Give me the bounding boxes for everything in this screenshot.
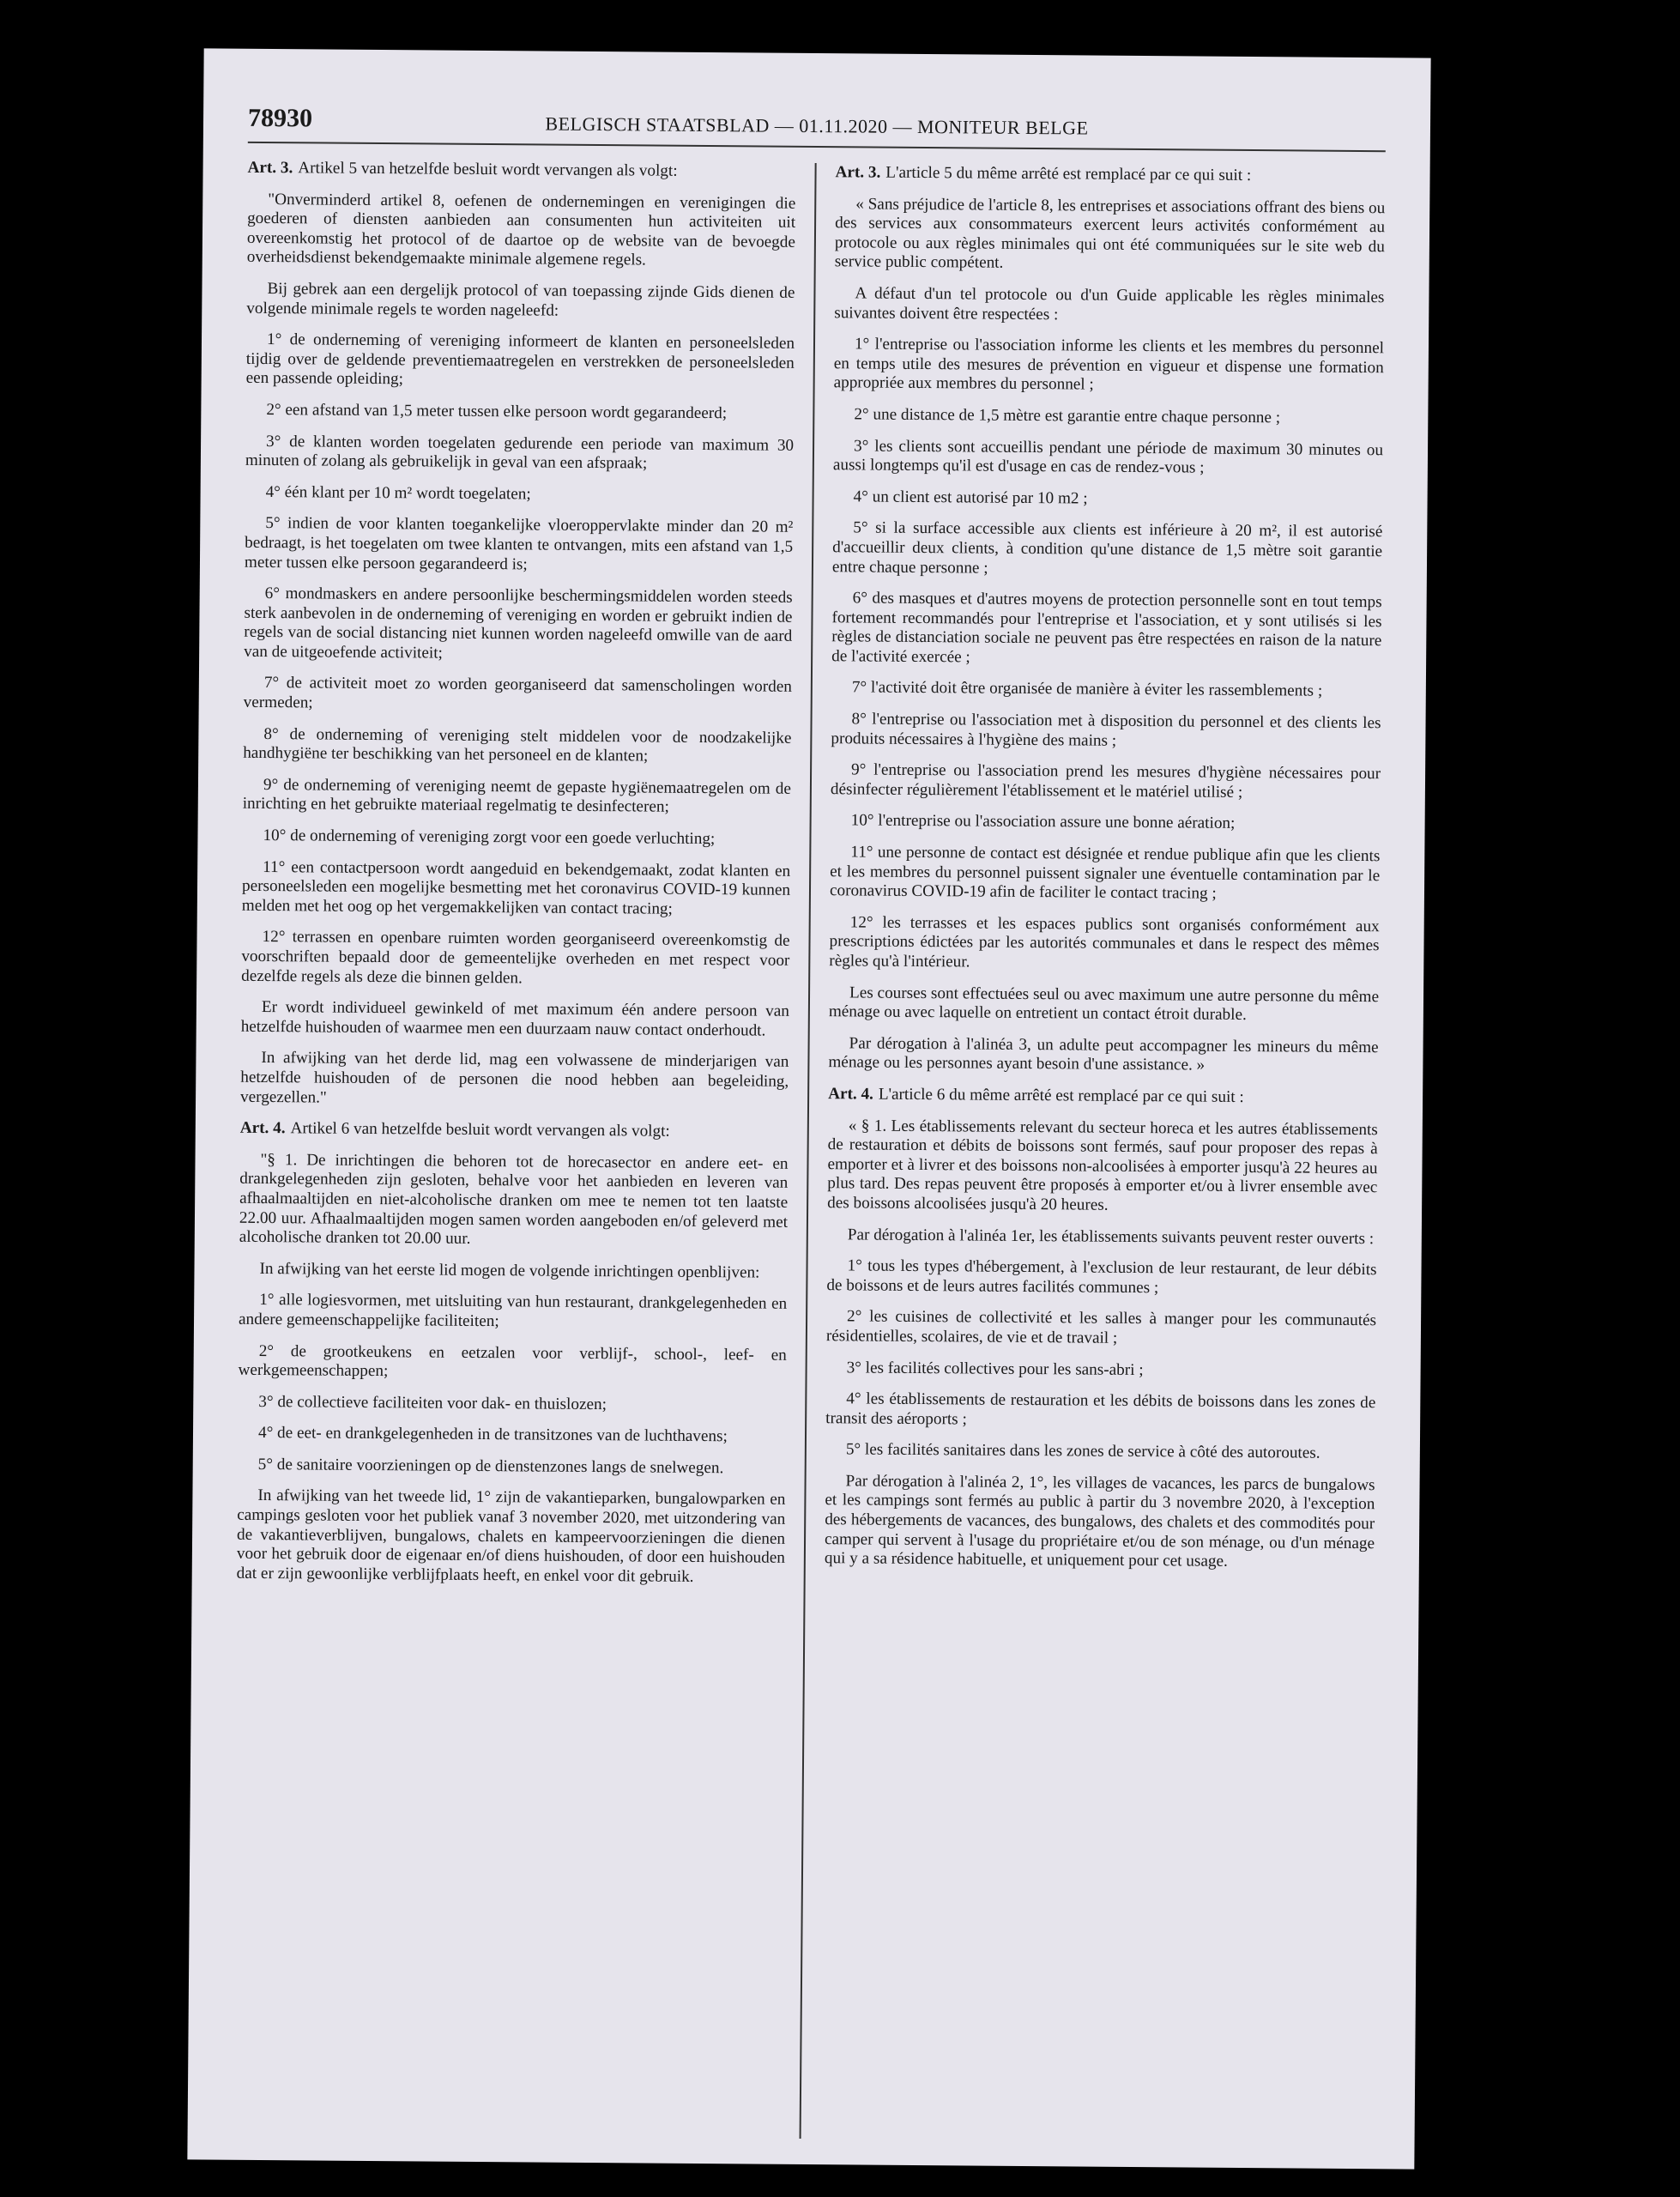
french-paragraph: 4° un client est autorisé par 10 m2 ; bbox=[853, 487, 1088, 508]
french-paragraph: Par dérogation à l'alinéa 3, un adulte peut accompagner les mineurs du même ménage ou les personnes ayant besoin d'une assistance. » bbox=[828, 1034, 1379, 1074]
document-page bbox=[187, 48, 1430, 2169]
dutch-paragraph: "§ 1. De inrichtingen die behoren tot de horecasector en andere eet- en drankgelegenheden zijn gesloten, behalve voor het aanbieden en leveren van afhaalmaaltijden en niet-alcoholische dranken om mee te nemen tot ten laatste 22.00 uur. Afhaalmaaltijden mogen samen worden aangeboden en/of geleverd met alcoholische dranken tot 20.00 uur. bbox=[239, 1150, 789, 1249]
dutch-paragraph: 2° de grootkeukens en eetzalen voor verblijf-, school-, leef- en werkgemeenschappen; bbox=[238, 1341, 787, 1381]
article-text: L'article 6 du même arrêté est remplacé par ce qui suit : bbox=[878, 1085, 1244, 1106]
french-paragraph: 3° les clients sont accueillis pendant une période de maximum 30 minutes ou aussi longtemps qu'il est d'usage en cas de rendez-vous ; bbox=[832, 436, 1384, 477]
dutch-paragraph: 1° de onderneming of vereniging informeert de klanten en personeelsleden tijdig over de geldende preventiemaatregelen en verstrekken de personeelsleden een passende opleiding; bbox=[245, 330, 795, 389]
french-paragraph: 2° les cuisines de collectivité et les salles à manger pour les communautés résidentielles, scolaires, de vie et de travail ; bbox=[825, 1307, 1377, 1347]
dutch-article-heading bbox=[247, 159, 795, 183]
dutch-paragraph: 2° een afstand van 1,5 meter tussen elke persoon wordt gegarandeerd; bbox=[266, 400, 728, 423]
article-label: Art. 4. bbox=[239, 1118, 286, 1138]
dutch-paragraph: Er wordt individueel gewinkeld of met maximum één andere persoon van hetzelfde huishouden of waarmee men een duurzaam nauw contact onderhoudt. bbox=[240, 998, 789, 1040]
french-paragraph: 10° l'entreprise ou l'association assure une bonne aération; bbox=[850, 811, 1236, 833]
article-text: Artikel 6 van hetzelfde besluit wordt vervangen als volgt: bbox=[290, 1119, 670, 1141]
article-label: Art. 3. bbox=[247, 158, 293, 178]
french-paragraph: 12° les terrasses et les espaces publics sont organisés conformément aux prescriptions édictées par les autorités communales et dans le respect des mêmes règles qu'à l'intérieur. bbox=[829, 913, 1380, 971]
french-paragraph: 8° l'entreprise ou l'association met à disposition du personnel et des clients les produits nécessaires à l'hygiène des mains ; bbox=[831, 710, 1381, 750]
french-paragraph: Par dérogation à l'alinéa 1er, les établissements suivants peuvent rester ouverts : bbox=[847, 1225, 1375, 1248]
dutch-paragraph: 12° terrassen en openbare ruimten worden georganiseerd overeenkomstig de voorschriften bepaald door de gemeentelijke overheden en met respect voor dezelfde regels als deze die binnen gelden. bbox=[241, 928, 790, 987]
french-paragraph: 5° les facilités sanitaires dans les zones de service à côté des autoroutes. bbox=[845, 1440, 1320, 1462]
dutch-paragraph: 3° de collectieve faciliteiten voor dak- en thuislozen; bbox=[258, 1392, 607, 1413]
dutch-article-heading bbox=[240, 1119, 789, 1143]
dutch-paragraph: 9° de onderneming of vereniging neemt de gepaste hygiënemaatregelen om de inrichting en het gebruikte materiaal regelmatig te desinfecteren; bbox=[242, 775, 792, 817]
french-paragraph: Par dérogation à l'alinéa 2, 1°, les villages de vacances, les parcs de bungalows et les campings sont fermés au public à partir du 3 novembre 2020, à l'exception des hébergements de vacances, des bungalows, des chalets et des commodités pour camper qui servent à l'usage du propriétaire et/ou de son ménage, ou d'un ménage qui y a sa résidence habituelle, et uniquement pour cet usage. bbox=[824, 1472, 1375, 1571]
article-text: Artikel 5 van hetzelfde besluit wordt vervangen als volgt: bbox=[298, 159, 678, 180]
dutch-paragraph: "Onverminderd artikel 8, oefenen de ondernemingen en verenigingen die goederen of diensten aanbieden aan consumenten hun activiteiten uit overeenkomstig het protocol of de daartoe op de website van de bevoegde overheidsdienst bekendgemaakte minimale algemene regels. bbox=[246, 190, 796, 269]
article-label: Art. 3. bbox=[835, 163, 881, 182]
french-article-heading bbox=[835, 163, 1385, 187]
french-paragraph: 11° une personne de contact est désignée et rendue publique afin que les clients et les membres du personnel puissent signaler une éventuelle contamination par le coronavirus COVID-19 afin de faciliter le contact tracing ; bbox=[829, 843, 1381, 903]
page-header bbox=[248, 104, 1386, 152]
dutch-paragraph: In afwijking van het eerste lid mogen de volgende inrichtingen openblijven: bbox=[259, 1259, 760, 1282]
french-paragraph: « § 1. Les établissements relevant du secteur horeca et les autres établissements de restauration et débits de boissons sont fermés, sauf pour proposer des repas à emporter et à livrer et des boissons non-alcoolisées à emporter jusqu'à 22 heures au plus tard. Des repas peuvent être proposés à emporter et/ou à livrer ensemble avec des boissons alcoolisées jusqu'à 20 heures. bbox=[827, 1116, 1378, 1214]
article-text: L'article 5 du même arrêté est remplacé par ce qui suit : bbox=[885, 163, 1252, 185]
french-paragraph: 1° l'entreprise ou l'association informe les clients et les membres du personnel en temps utile des mesures de prévention en vigueur et dispense une formation appropriée aux membres du personnel ; bbox=[833, 335, 1385, 394]
page-number: 78930 bbox=[247, 103, 313, 133]
running-title: BELGISCH STAATSBLAD — 01.11.2020 — MONITEUR BELGE bbox=[545, 112, 1089, 139]
bilingual-columns bbox=[233, 159, 1386, 2143]
french-paragraph: 3° les facilités collectives pour les sans-abri ; bbox=[846, 1358, 1144, 1379]
dutch-paragraph: 5° de sanitaire voorzieningen op de dienstenzones langs de snelwegen. bbox=[257, 1455, 724, 1478]
dutch-paragraph: 8° de onderneming of vereniging stelt middelen voor de noodzakelijke handhygiëne ter beschikking van het personeel en de klanten; bbox=[243, 724, 792, 766]
french-paragraph: « Sans préjudice de l'article 8, les entreprises et associations offrant des biens ou des services aux consommateurs exercent leurs activités conformément au protocole ou aux règles minimales qui ont été communiquées sur le site web du service public compétent. bbox=[834, 194, 1386, 273]
dutch-paragraph: In afwijking van het tweede lid, 1° zijn de vakantieparken, bungalowparken en campings gesloten voor het publiek vanaf 3 november 2020, met uitzondering van de vakantieverblijven, bungalows, chalets en kampeervoorzieningen die dienen voor het gebruik door de eigenaar en/of diens huishouden, of door een huishouden dat er zijn gewoonlijke verblijfplaats heeft, en enkel voor dit gebruik. bbox=[236, 1486, 786, 1586]
french-paragraph: 2° une distance de 1,5 mètre est garantie entre chaque personne ; bbox=[854, 405, 1281, 427]
dutch-column bbox=[233, 159, 817, 2139]
dutch-paragraph: 3° de klanten worden toegelaten gedurende een periode van maximum 30 minuten of zolang als gebruikelijk in geval van een afspraak; bbox=[245, 432, 795, 473]
dutch-paragraph: Bij gebrek aan een dergelijk protocol of van toepassing zijnde Gids dienen de volgende minimale regels te worden nageleefd: bbox=[246, 279, 795, 320]
dutch-paragraph: 1° alle logiesvormen, met uitsluiting van hun restaurant, drankgelegenheden en andere gemeenschappelijke faciliteiten; bbox=[238, 1291, 788, 1331]
french-paragraph: 5° si la surface accessible aux clients est inférieure à 20 m², il est autorisé d'accueillir deux clients, à condition qu'une distance de 1,5 mètre soit garantie entre chaque personne ; bbox=[831, 518, 1383, 578]
french-paragraph: 7° l'activité doit être organisée de manière à éviter les rassemblements ; bbox=[851, 678, 1323, 701]
article-label: Art. 4. bbox=[828, 1085, 873, 1104]
french-paragraph: A défaut d'un tel protocole ou d'un Guide applicable les règles minimales suivantes doivent être respectées : bbox=[834, 284, 1385, 324]
dutch-paragraph: 11° een contactpersoon wordt aangeduid en bekendgemaakt, zodat klanten en personeelsleden een mogelijke besmetting met het coronavirus COVID-19 kunnen melden met het oog op het vergemakkelijken van contact tracing; bbox=[241, 857, 791, 918]
french-paragraph: 9° l'entreprise ou l'association prend les mesures d'hygiène nécessaires pour désinfecter régulièrement l'établissement et le matériel utilisé ; bbox=[830, 760, 1381, 802]
dutch-paragraph: 4° de eet- en drankgelegenheden in de transitzones van de luchthavens; bbox=[257, 1424, 728, 1446]
dutch-paragraph: 4° één klant per 10 m² wordt toegelaten; bbox=[265, 482, 531, 504]
french-column bbox=[801, 163, 1386, 2143]
dutch-paragraph: In afwijking van het derde lid, mag een volwassene de minderjarigen van hetzelfde huishouden of de personen die nood hebben aan begeleiding, vergezellen." bbox=[240, 1049, 789, 1107]
french-paragraph: 1° tous les types d'hébergement, à l'exclusion de leur restaurant, de leur débits de boissons et de leurs autres facilités communes ; bbox=[826, 1256, 1377, 1297]
french-paragraph: Les courses sont effectuées seul ou avec maximum une autre personne du même ménage ou avec laquelle on entretient un contact étroit durable. bbox=[828, 983, 1380, 1025]
french-paragraph: 4° les établissements de restauration et les débits de boissons dans les zones de transit des aéroports ; bbox=[825, 1389, 1376, 1429]
dutch-paragraph: 6° mondmaskers en andere persoonlijke beschermingsmiddelen worden steeds sterk aanbevolen in de onderneming of vereniging en worden er gebruikt indien de regels van de social distancing niet kunnen worden nageleefd omwille van de aard van de uitgeoefende activiteit; bbox=[244, 584, 793, 663]
dutch-paragraph: 7° de activiteit moet zo worden georganiseerd dat samenscholingen worden vermeden; bbox=[243, 674, 792, 712]
french-paragraph: 6° des masques et d'autres moyens de protection personnelle sont en tout temps fortement recommandés pour l'entreprise et l'association, et y sont utilisés si les règles de distanciation sociale ne peuvent pas être respectées en raison de la nature de l'activité exercée ; bbox=[831, 589, 1382, 667]
french-article-heading bbox=[828, 1085, 1378, 1109]
dutch-paragraph: 10° de onderneming of vereniging zorgt voor een goede verluchting; bbox=[263, 826, 716, 849]
dutch-paragraph: 5° indien de voor klanten toegankelijke vloeroppervlakte minder dan 20 m² bedraagt, is het toegelaten om twee klanten te ontvangen, mits een afstand van 1,5 meter tussen elke persoon gegarandeerd is; bbox=[244, 514, 794, 573]
